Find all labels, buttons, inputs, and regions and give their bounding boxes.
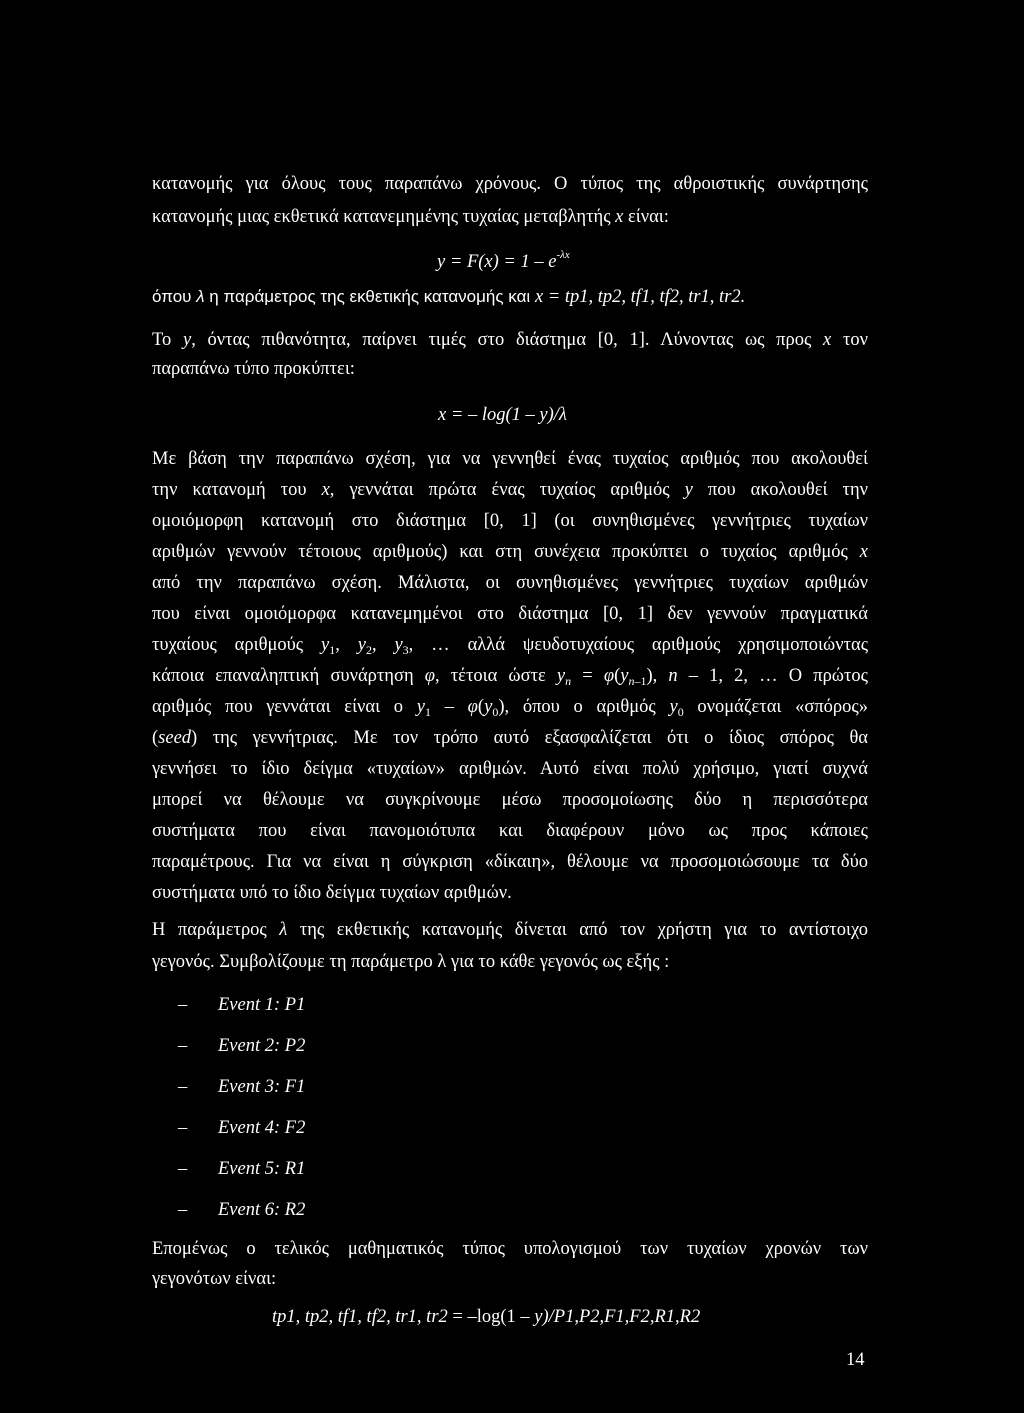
paragraph-4-line-10: (seed) της γεννήτριας. Με τον τρόπο αυτό εξασφαλίζεται ότι ο ίδιος σπόρος θα	[152, 728, 868, 748]
paragraph-4-line-8: κάποια επαναληπτική συνάρτηση φ, τέτοια ώστε $y_n = \varphi(y_{n-1})$, n – 1, 2, … O πρώτος	[152, 666, 868, 688]
event-list-item-5: – Event 5: R1	[178, 1159, 306, 1179]
event-list-item-2: – Event 2: P2	[178, 1036, 306, 1056]
paragraph-4-line-11: γεννήσει το ίδιο δείγμα «τυχαίων» αριθμών. Αυτό είναι πολύ χρήσιμο, γιατί συχνά	[152, 759, 868, 779]
paragraph-4-line-13: συστήματα που είναι πανομοιότυπα και διαφέρουν μόνο ως προς κάποιες	[152, 821, 868, 841]
paragraph-4-line-15: συστήματα υπό το ίδιο δείγμα τυχαίων αριθμών.	[152, 883, 512, 903]
page-number: 14	[846, 1350, 865, 1370]
paragraph-4-line-6: που είναι ομοιόμορφα κατανεμημένοι στο διάστημα [0, 1] δεν γεννούν πραγματικά	[152, 604, 868, 624]
paragraph-4-line-1: Με βάση την παραπάνω σχέση, για να γεννηθεί ένας τυχαίος αριθμός που ακολουθεί	[152, 449, 868, 469]
event-list-item-6: – Event 6: R2	[178, 1200, 306, 1220]
paragraph-3-line-2: παραπάνω τύπο προκύπτει:	[152, 359, 355, 379]
event-list-item-3: – Event 3: F1	[178, 1077, 306, 1097]
paragraph-4-line-12: μπορεί να θέλουμε να συγκρίνουμε μέσω προσομοίωσης δύο η περισσότερα	[152, 790, 868, 810]
paragraph-4-line-5: από την παραπάνω σχέση. Μάλιστα, οι συνηθισμένες γεννήτριες τυχαίων αριθμών	[152, 573, 868, 593]
equation-inverse: x = – log(1 – y)/λ	[438, 405, 567, 425]
paragraph-4-line-2: την κατανομή του x, γεννάται πρώτα ένας τυχαίος αριθμός y που ακολουθεί την	[152, 480, 868, 500]
paragraph-4-line-14: παραμέτρους. Για να είναι η σύγκριση «δίκαιη», θέλουμε να προσομοιώσουμε τα δύο	[152, 852, 868, 872]
paragraph-2-line-1: όπου λ η παράμετρος της εκθετικής κατανομής και x = tp1, tp2, tf1, tf2, tr1, tr2.	[152, 287, 746, 307]
paragraph-3-line-1: Το y, όντας πιθανότητα, παίρνει τιμές στο διάστημα [0, 1]. Λύνοντας ως προς x τον	[152, 330, 868, 350]
paragraph-6-line-2: γεγονότων είναι:	[152, 1269, 277, 1289]
paragraph-1-line-2: κατανομής μιας εκθετικά κατανεμημένης τυχαίας μεταβλητής x είναι:	[152, 207, 669, 227]
paragraph-6-line-1: Επομένως ο τελικός μαθηματικός τύπος υπολογισμού των τυχαίων χρονών των	[152, 1239, 868, 1259]
event-list-item-4: – Event 4: F2	[178, 1118, 306, 1138]
paragraph-4-line-3: ομοιόμορφη κατανομή στο διάστημα [0, 1] (οι συνηθισμένες γεννήτριες τυχαίων	[152, 511, 868, 531]
equation-final: tp1, tp2, tf1, tf2, tr1, tr2 = –log(1 – y)/P1,P2,F1,F2,R1,R2	[272, 1307, 701, 1327]
paragraph-4-line-9: αριθμός που γεννάται είναι ο $y_1 - \varphi(y_0)$, όπου ο αριθμός $y_0$ ονομάζεται «σπόρος»	[152, 697, 868, 719]
paragraph-4-line-4: αριθμών γεννούν τέτοιους αριθμούς) και στη συνέχεια προκύπτει ο τυχαίος αριθμός x	[152, 542, 868, 562]
paragraph-5-line-2: γεγονός. Συμβολίζουμε τη παράμετρο λ για το κάθε γεγονός ως εξής :	[152, 952, 670, 972]
paragraph-5-line-1: Η παράμετρος λ της εκθετικής κατανομής δίνεται από τον χρήστη για το αντίστοιχο	[152, 920, 868, 940]
event-list-item-1: – Event 1: P1	[178, 995, 306, 1015]
paragraph-1-line-1: κατανομής για όλους τους παραπάνω χρόνους. Ο τύπος της αθροιστικής συνάρτησης	[152, 174, 868, 194]
equation-cdf: $y = F(x) = 1 - e^{-\lambda x}$	[437, 249, 570, 272]
paragraph-4-line-7: τυχαίους αριθμούς $y_1$, $y_2$, $y_3$, … αλλά ψευδοτυχαίους αριθμούς χρησιμοποιώντας	[152, 635, 869, 657]
